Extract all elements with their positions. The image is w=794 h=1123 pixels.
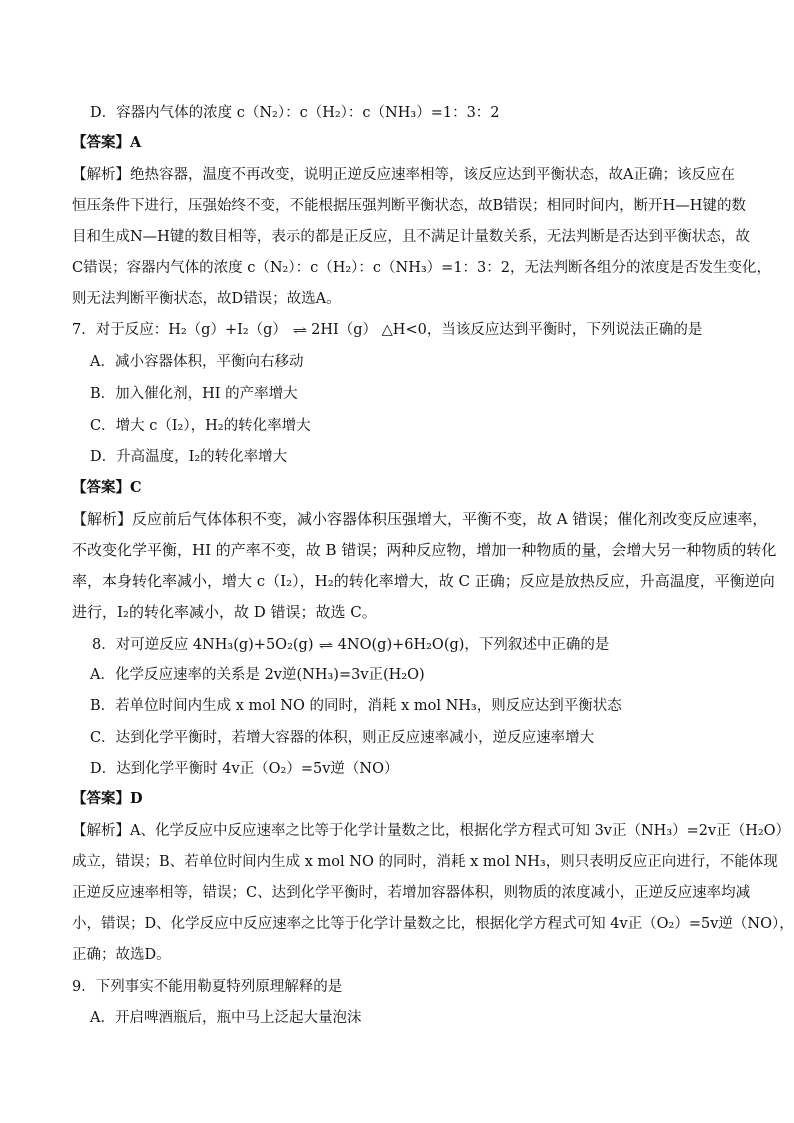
q6-analysis-line-4: C错误；容器内气体的浓度 c（N₂）：c（H₂）：c（NH₃）=1：3：2，无法判断各组分的浓度是否发生变化， <box>72 260 771 276</box>
q6-option-d: D．容器内气体的浓度 c（N₂）：c（H₂）：c（NH₃）=1：3：2 <box>90 105 500 121</box>
q8-option-d: D．达到化学平衡时 4v正（O₂）=5v逆（NO） <box>90 761 399 777</box>
q8-option-a: A．化学反应速率的关系是 2v逆(NH₃)=3v正(H₂O) <box>90 667 425 683</box>
q7-analysis-line-2: 不改变化学平衡，HI 的产率不变，故 B 错误；两种反应物，增加一种物质的量，会增大另一种物质的转化 <box>72 541 777 559</box>
equilibrium-arrow-icon: ⇌ <box>319 639 333 652</box>
q8-analysis-line-1: 【解析】A、化学反应中反应速率之比等于化学计量数之比，根据化学方程式可知 3v正（NH₃）=2v正（H₂O） <box>72 823 791 839</box>
q8-option-c: C．达到化学平衡时，若增大容器的体积，则正反应速率减小，逆反应速率增大 <box>90 730 595 746</box>
q9-stem: 9．下列事实不能用勒夏特列原理解释的是 <box>72 979 343 995</box>
q7-option-c: C．增大 c（I₂），H₂的转化率增大 <box>90 418 311 434</box>
q8-analysis-line-3: 正逆反应速率相等，错误；C、达到化学平衡时，若增加容器体积，则物质的浓度减小，正逆反应速率均减 <box>72 885 751 901</box>
q9-option-a: A．开启啤酒瓶后，瓶中马上泛起大量泡沫 <box>90 1010 362 1026</box>
q7-stem-end: 2HI（g） △H<0，当该反应达到平衡时，下列说法正确的是 <box>311 322 703 338</box>
q6-analysis-line-5: 则无法判断平衡状态，故D错误；故选A。 <box>72 291 341 307</box>
q7-stem-start: 7．对于反应：H₂（g）+I₂（g） <box>72 322 287 338</box>
equilibrium-arrow-icon: ⇌ <box>292 324 306 337</box>
q8-analysis-line-5: 正确；故选D。 <box>72 947 171 963</box>
q7-stem <box>72 320 702 341</box>
q8-stem-end: 4NO(g)+6H₂O(g)，下列叙述中正确的是 <box>337 637 610 653</box>
q7-answer: 【答案】C <box>72 479 142 496</box>
q8-stem <box>92 635 609 656</box>
q8-analysis-line-2: 成立，错误；B、若单位时间内生成 x mol NO 的同时，消耗 x mol NH₃，则只表明反应正向进行，不能体现 <box>72 854 778 870</box>
q7-option-b: B．加入催化剂，HI 的产率增大 <box>90 386 298 402</box>
q7-analysis-line-4: 进行，I₂的转化率减小，故 D 错误；故选 C。 <box>72 603 377 621</box>
q7-option-d: D．升高温度，I₂的转化率增大 <box>90 449 288 465</box>
q8-answer: 【答案】D <box>72 790 143 807</box>
q7-analysis-line-1: 【解析】反应前后气体体积不变，减小容器体积压强增大，平衡不变，故 A 错误；催化剂改变反应速率， <box>72 510 768 528</box>
q8-analysis-line-4: 小，错误；D、化学反应中反应速率之比等于化学计量数之比，根据化学方程式可知 4v正（O₂）=5v逆（NO）， <box>72 916 794 932</box>
q7-option-a: A．减小容器体积，平衡向右移动 <box>90 354 304 370</box>
q6-answer: 【答案】A <box>72 134 142 151</box>
q8-stem-start: 8．对可逆反应 4NH₃(g)+5O₂(g) <box>92 637 314 653</box>
q6-analysis-line-2: 恒压条件下进行，压强始终不变，不能根据压强判断平衡状态，故B错误；相同时间内，断开H—H键的数 <box>72 198 746 214</box>
q6-analysis-line-1: 【解析】绝热容器，温度不再改变，说明正逆反应速率相等，该反应达到平衡状态，故A正确；该反应在 <box>72 167 735 183</box>
q6-analysis-line-3: 目和生成N—H键的数目相等，表示的都是正反应，且不满足计量数关系，无法判断是否达到平衡状态，故 <box>72 229 750 245</box>
q8-option-b: B．若单位时间内生成 x mol NO 的同时，消耗 x mol NH₃，则反应达到平衡状态 <box>90 698 622 714</box>
q7-analysis-line-3: 率，本身转化率减小，增大 c（I₂），H₂的转化率增大，故 C 正确；反应是放热反应，升高温度，平衡逆向 <box>72 572 775 590</box>
